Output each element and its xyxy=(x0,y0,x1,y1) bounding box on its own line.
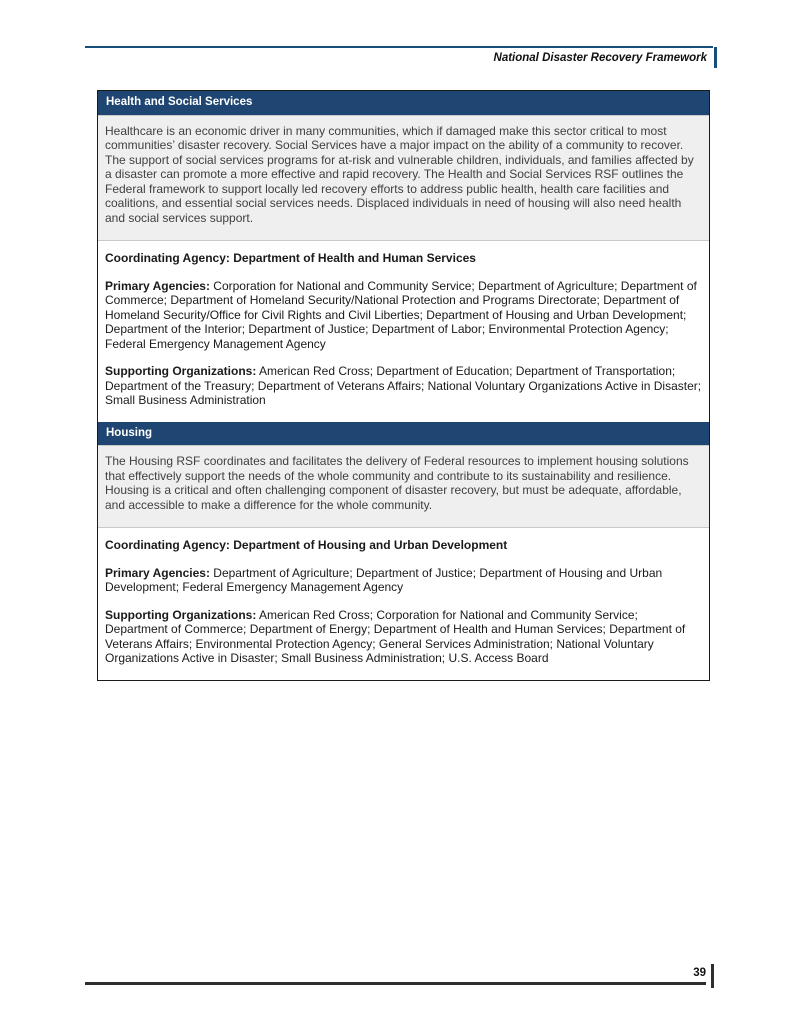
coordinating-agency-line xyxy=(105,251,702,266)
rsf-table xyxy=(97,90,710,681)
footer-vertical-bar xyxy=(711,964,714,988)
coordinating-agency-label: Coordinating Agency: xyxy=(105,251,230,265)
header-rule xyxy=(85,46,713,48)
primary-agencies-line xyxy=(105,566,702,595)
primary-agencies-value: Corporation for National and Community Service; Department of Agriculture; Department of Commerce; Department of Homeland Security/National Protection and Programs Directorate; Department of Homeland Security/Office for Civil Rights and Civil Liberties; Department of Housing and Urban Development; Department of the Interior; Department of Justice; Department of Labor; Environmental Protection Agency; Federal Emergency Management Agency xyxy=(105,278,697,351)
section-description: The Housing RSF coordinates and facilitates the delivery of Federal resources to implement housing solutions that effectively support the needs of the whole community and contribute to its sustainability and resilience. Housing is a critical and often challenging component of disaster recovery, but must be adequate, affordable, and accessible to make a difference for the whole community. xyxy=(98,445,709,528)
section-housing xyxy=(98,422,709,680)
supporting-organizations-label: Supporting Organizations: xyxy=(105,607,257,622)
section-header: Health and Social Services xyxy=(98,91,709,115)
supporting-organizations-value: American Red Cross; Corporation for National and Community Service; Department of Commerce; Department of Energy; Department of Health and Human Services; Department of Veterans Affairs; Environmental Protection Agency; General Services Administration; National Voluntary Organizations Active in Disaster; Small Business Administration; U.S. Access Board xyxy=(105,607,686,665)
section-health-and-social-services xyxy=(98,91,709,422)
supporting-organizations-line xyxy=(105,364,702,408)
section-header: Housing xyxy=(98,422,709,446)
primary-agencies-label: Primary Agencies: xyxy=(105,278,210,293)
supporting-organizations-line xyxy=(105,608,702,666)
primary-agencies-line xyxy=(105,279,702,352)
supporting-organizations-label: Supporting Organizations: xyxy=(105,364,257,378)
primary-agencies-value: Department of Agriculture; Department of Justice; Department of Housing and Urban Development; Federal Emergency Management Agency xyxy=(105,565,663,594)
header-vertical-bar xyxy=(714,47,717,68)
section-description: Healthcare is an economic driver in many communities, which if damaged make this sector critical to most communities’ disaster recovery. Social Services have a major impact on the ability of a community to recover. The support of social services programs for at-risk and vulnerable children, individuals, and families affected by a disaster can promote a more effective and rapid recovery. The Health and Social Services RSF outlines the Federal framework to support locally led recovery efforts to address public health, health care facilities and coalitions, and essential social services needs. Displaced individuals in need of housing will also need health and social services support. xyxy=(98,115,709,242)
section-body xyxy=(98,241,709,422)
document-title: National Disaster Recovery Framework xyxy=(493,52,707,64)
coordinating-agency-value: Department of Housing and Urban Development xyxy=(233,538,508,552)
primary-agencies-label: Primary Agencies: xyxy=(105,565,210,580)
supporting-organizations-value: American Red Cross; Department of Education; Department of Transportation; Department of the Treasury; Department of Veterans Affairs; National Voluntary Organizations Active in Disaster; Small Business Administration xyxy=(105,364,702,407)
section-body xyxy=(98,528,709,680)
page-number: 39 xyxy=(693,967,706,979)
coordinating-agency-line xyxy=(105,538,702,553)
coordinating-agency-value: Department of Health and Human Services xyxy=(233,251,476,265)
coordinating-agency-label: Coordinating Agency: xyxy=(105,538,230,552)
footer-rule xyxy=(85,982,706,985)
